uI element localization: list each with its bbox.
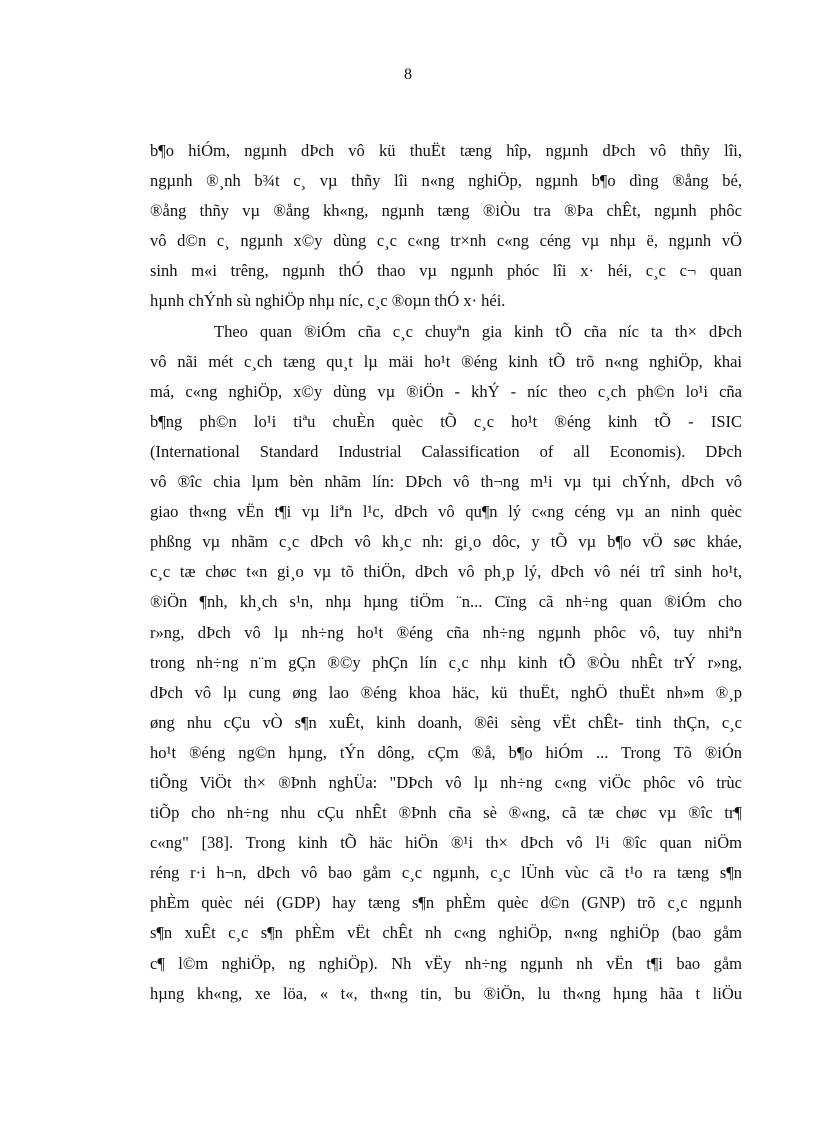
text-line: ®iÖn ¶nh, kh¸ch s¹n, nhµ hµng tiÖm ¨n... Cïng cã nh÷ng quan ®iÓm cho — [150, 592, 742, 612]
text-line: hµng kh«ng, xe löa, « t«, th«ng tin, bu ®iÖn, lu th«ng hµng hãa t liÖu — [150, 983, 742, 1003]
text-line: ®ång thñy vµ ®ång kh«ng, ngµnh tæng ®iÒu tra ®Þa chÊt, ngµnh phôc — [150, 201, 742, 221]
text-line: réng r·i h¬n, dÞch vô bao gåm c¸c ngµnh, c¸c lÜnh vùc cã t¹o ra tæng s¶n — [150, 863, 742, 883]
text-line: phÈm quèc néi (GDP) hay tæng s¶n phÈm quèc d©n (GNP) trõ c¸c ngµnh — [150, 893, 742, 913]
text-line: vô nãi mét c¸ch tæng qu¸t lµ mäi ho¹t ®éng kinh tÕ trõ n«ng nghiÖp, khai — [150, 351, 742, 371]
text-line: r»ng, dÞch vô lµ nh÷ng ho¹t ®éng cña nh÷ng ngµnh phôc vô, tuy nhiªn — [150, 622, 742, 642]
text-line: b¶ng ph©n lo¹i tiªu chuÈn quèc tÕ c¸c ho¹t ®éng kinh tÕ - ISIC — [150, 411, 742, 431]
text-line: phßng vµ nhãm c¸c dÞch vô kh¸c nh: gi¸o dôc, y tÕ vµ b¶o vÖ søc kháe, — [150, 532, 742, 552]
text-line: c¸c tæ chøc t«n gi¸o vµ tõ thiÖn, dÞch vô ph¸p lý, dÞch vô néi trî sinh ho¹t, — [150, 562, 742, 582]
text-line: c«ng" [38]. Trong kinh tÕ häc hiÖn ®¹i th× dÞch vô l¹i ®îc quan niÖm — [150, 833, 742, 853]
text-line: s¶n xuÊt c¸c s¶n phÈm vËt chÊt nh c«ng nghiÖp, n«ng nghiÖp (bao gåm — [150, 923, 742, 943]
text-line: tiÕng ViÖt th× ®Þnh nghÜa: "DÞch vô lµ nh÷ng c«ng viÖc phôc vô trùc — [150, 772, 742, 792]
text-line: giao th«ng vËn t¶i vµ liªn l¹c, dÞch vô qu¶n lý c«ng céng vµ an ninh quèc — [150, 502, 742, 522]
text-line: øng nhu cÇu vÒ s¶n xuÊt, kinh doanh, ®êi sèng vËt chÊt- tinh thÇn, c¸c — [150, 712, 742, 732]
page-number: 8 — [404, 66, 412, 83]
text-line: c¶ l©m nghiÖp, ng nghiÖp). Nh vËy nh÷ng ngµnh nh vËn t¶i bao gåm — [150, 953, 742, 973]
paragraph-first-line: Theo quan ®iÓm cña c¸c chuyªn gia kinh tÕ cña níc ta th× dÞch — [214, 321, 742, 341]
text-line: dÞch vô lµ cung øng lao ®éng khoa häc, kü thuËt, nghÖ thuËt nh»m ®¸p — [150, 682, 742, 702]
text-line: trong nh÷ng n¨m gÇn ®©y phÇn lín c¸c nhµ kinh tÕ ®Òu nhÊt trÝ r»ng, — [150, 652, 742, 672]
text-line: ngµnh ®¸nh b¾t c¸ vµ thñy lîi n«ng nghiÖp, ngµnh b¶o dìng ®ång bé, — [150, 171, 742, 191]
text-line: (International Standard Industrial Calassification of all Economis). DÞch — [150, 441, 742, 461]
text-line: ho¹t ®éng ng©n hµng, tÝn dông, cÇm ®å, b¶o hiÓm ... Trong Tõ ®iÓn — [150, 742, 742, 762]
paragraph-end-line: hµnh chÝnh sù nghiÖp nhµ níc, c¸c ®oµn thÓ x· héi. — [150, 291, 506, 311]
text-line: vô d©n c¸ ngµnh x©y dùng c¸c c«ng tr×nh c«ng céng vµ nhµ ë, ngµnh vÖ — [150, 231, 742, 251]
text-line: tiÕp cho nh÷ng nhu cÇu nhÊt ®Þnh cña sè ®«ng, cã tæ chøc vµ ®îc tr¶ — [150, 803, 742, 823]
body-text — [150, 136, 742, 1009]
text-line: má, c«ng nghiÖp, x©y dùng vµ ®iÖn - khÝ - níc theo c¸ch ph©n lo¹i cña — [150, 381, 742, 401]
text-line: b¶o hiÓm, ngµnh dÞch vô kü thuËt tæng hîp, ngµnh dÞch vô thñy lîi, — [150, 141, 742, 160]
text-line: vô ®îc chia lµm bèn nhãm lín: DÞch vô th¬ng m¹i vµ tµi chÝnh, dÞch vô — [150, 472, 742, 492]
text-line: sinh m«i trêng, ngµnh thÓ thao vµ ngµnh phóc lîi x· héi, c¸c c¬ quan — [150, 261, 742, 281]
